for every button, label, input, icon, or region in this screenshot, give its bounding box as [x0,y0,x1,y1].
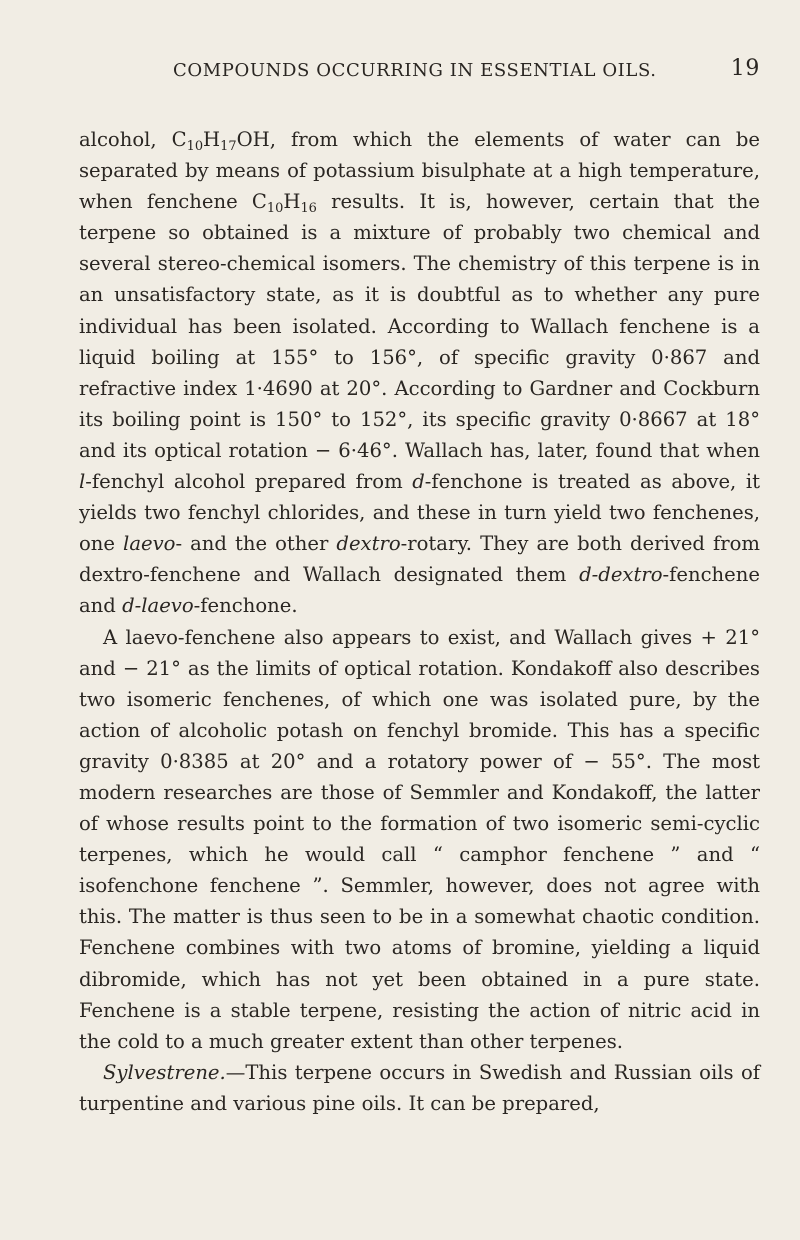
subscript: 16 [300,201,317,217]
italic-text: d-laevo [122,594,194,618]
italic-text: Sylvestrene. [103,1060,226,1084]
text-run: -fenchyl alcohol prepared from [85,470,413,494]
subscript: 10 [266,201,284,217]
italic-text: d [412,470,425,494]
italic-text: dextro [336,532,401,556]
subscript: 10 [186,138,204,154]
text-run: H [203,128,221,151]
paragraph-p1 [79,124,760,622]
text-run: -fenchone. [193,594,298,618]
text-run: H [283,190,301,214]
paragraph-p2 [79,622,760,1057]
paragraph-p3 [79,1057,760,1119]
text-run: -fenchene and [79,563,760,618]
text-run: results. It is, however, certain that the terpene so obtained is a mixture of probably two chemical and several stereo-chemical isomers. The chemistry of this terpene is in an unsatisfactory state, as it is doubtful as to whether any pure individual has been isolated. According to Wallach fenchene is a liquid boiling at 155° to 156°, of specific gravity 0·867 and refractive index 1·4690 at 20°. According to Gardner and Cockburn its boiling point is 150° to 152°, its specific gravity 0·8667 at 18° and its optical rotation − 6·46°. Wallach has, later, found that when [79,190,760,462]
text-run: -fenchone is treated as above, it yields two fenchyl chlorides, and these in turn yield two fenchenes, one [79,470,760,556]
text-run: —This terpene occurs in Swedish and Russian oils of turpentine and various pine oils. It can be prepared, [79,1060,760,1115]
running-title: COMPOUNDS OCCURRING IN ESSENTIAL OILS. [173,60,657,81]
text-run: -rotary. They are both derived from dextro-fenchene and Wallach designated them [79,532,760,587]
text-run: - and the other [175,532,337,556]
italic-text: d-dextro [579,563,663,587]
body-text [79,124,760,1119]
italic-text: l [79,470,86,494]
text-run: alcohol, C [79,128,187,151]
text-run: OH, from which the elements of water can be separated by means of potassium bisulphate at a high temperature, when fenchene C [79,128,760,214]
page-number: 19 [730,56,760,81]
running-header [79,50,760,84]
subscript: 17 [220,138,237,154]
text-run: A laevo-fenchene also appears to exist, and Wallach gives + 21° and − 21° as the limits of optical rotation. Kondakoff also describes two isomeric fenchenes, of which one was isolated pure, by the action of alcoholic potash on fenchyl bromide. This has a specific gravity 0·8385 at 20° and a rotatory power of − 55°. The most modern researches are those of Semmler and Kondakoff, the latter of whose results point to the formation of two isomeric semi-cyclic terpenes, which he would call “ camphor fenchene ” and “ isofenchone fenchene ”. Semmler, however, does not agree with this. The matter is thus seen to be in a somewhat chaotic condition. Fenchene combines with two atoms of bromine, yielding a liquid dibromide, which has not yet been obtained in a pure state. Fenchene is a stable terpene, resisting the action of nitric acid in the cold to a much greater extent than other terpenes. [79,625,760,1053]
italic-text: laevo [123,532,176,556]
